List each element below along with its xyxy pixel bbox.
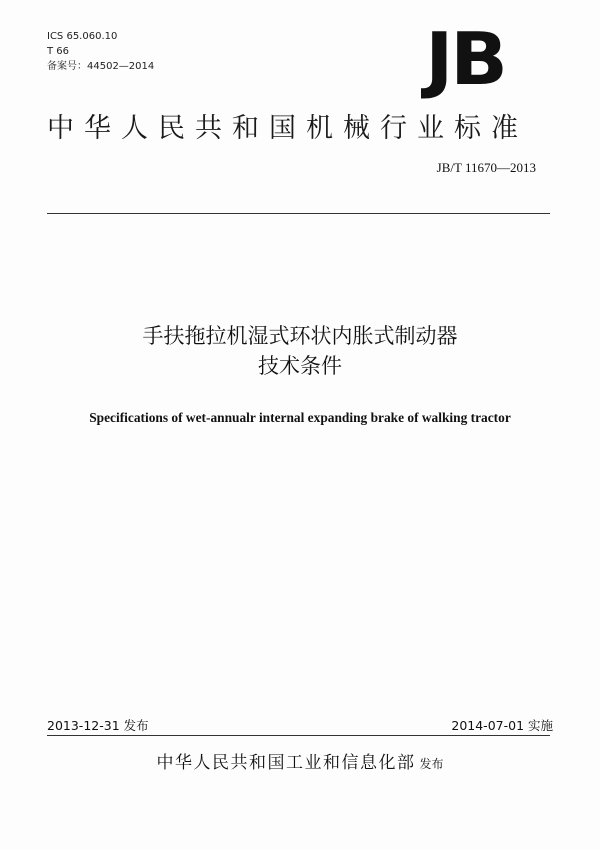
- publisher-organization: 中华人民共和国工业和信息化部: [156, 753, 416, 773]
- bottom-divider: [47, 735, 550, 736]
- issue-date: 2013-12-31 发布: [47, 718, 149, 733]
- record-number: 备案号：44502—2014: [47, 61, 155, 72]
- chinese-title: [0, 321, 600, 381]
- standard-number: JB/T 11670—2013: [436, 160, 536, 175]
- publisher-line: [0, 748, 600, 773]
- top-divider: [47, 213, 550, 214]
- english-title: Specifications of wet-annualr internal expanding brake of walking tractor: [89, 410, 511, 425]
- chinese-title-line-2: 技术条件: [258, 354, 342, 378]
- standard-type-heading: 中华人民共和国机械行业标准: [47, 113, 528, 144]
- ics-code: ICS 65.060.10: [47, 31, 118, 42]
- ccs-code: T 66: [47, 46, 70, 57]
- implementation-date: 2014-07-01 实施: [451, 718, 553, 733]
- chinese-title-line-1: 手扶拖拉机湿式环状内胀式制动器: [142, 324, 458, 348]
- jb-logo: JB: [425, 17, 505, 101]
- publisher-action: 发布: [419, 757, 444, 771]
